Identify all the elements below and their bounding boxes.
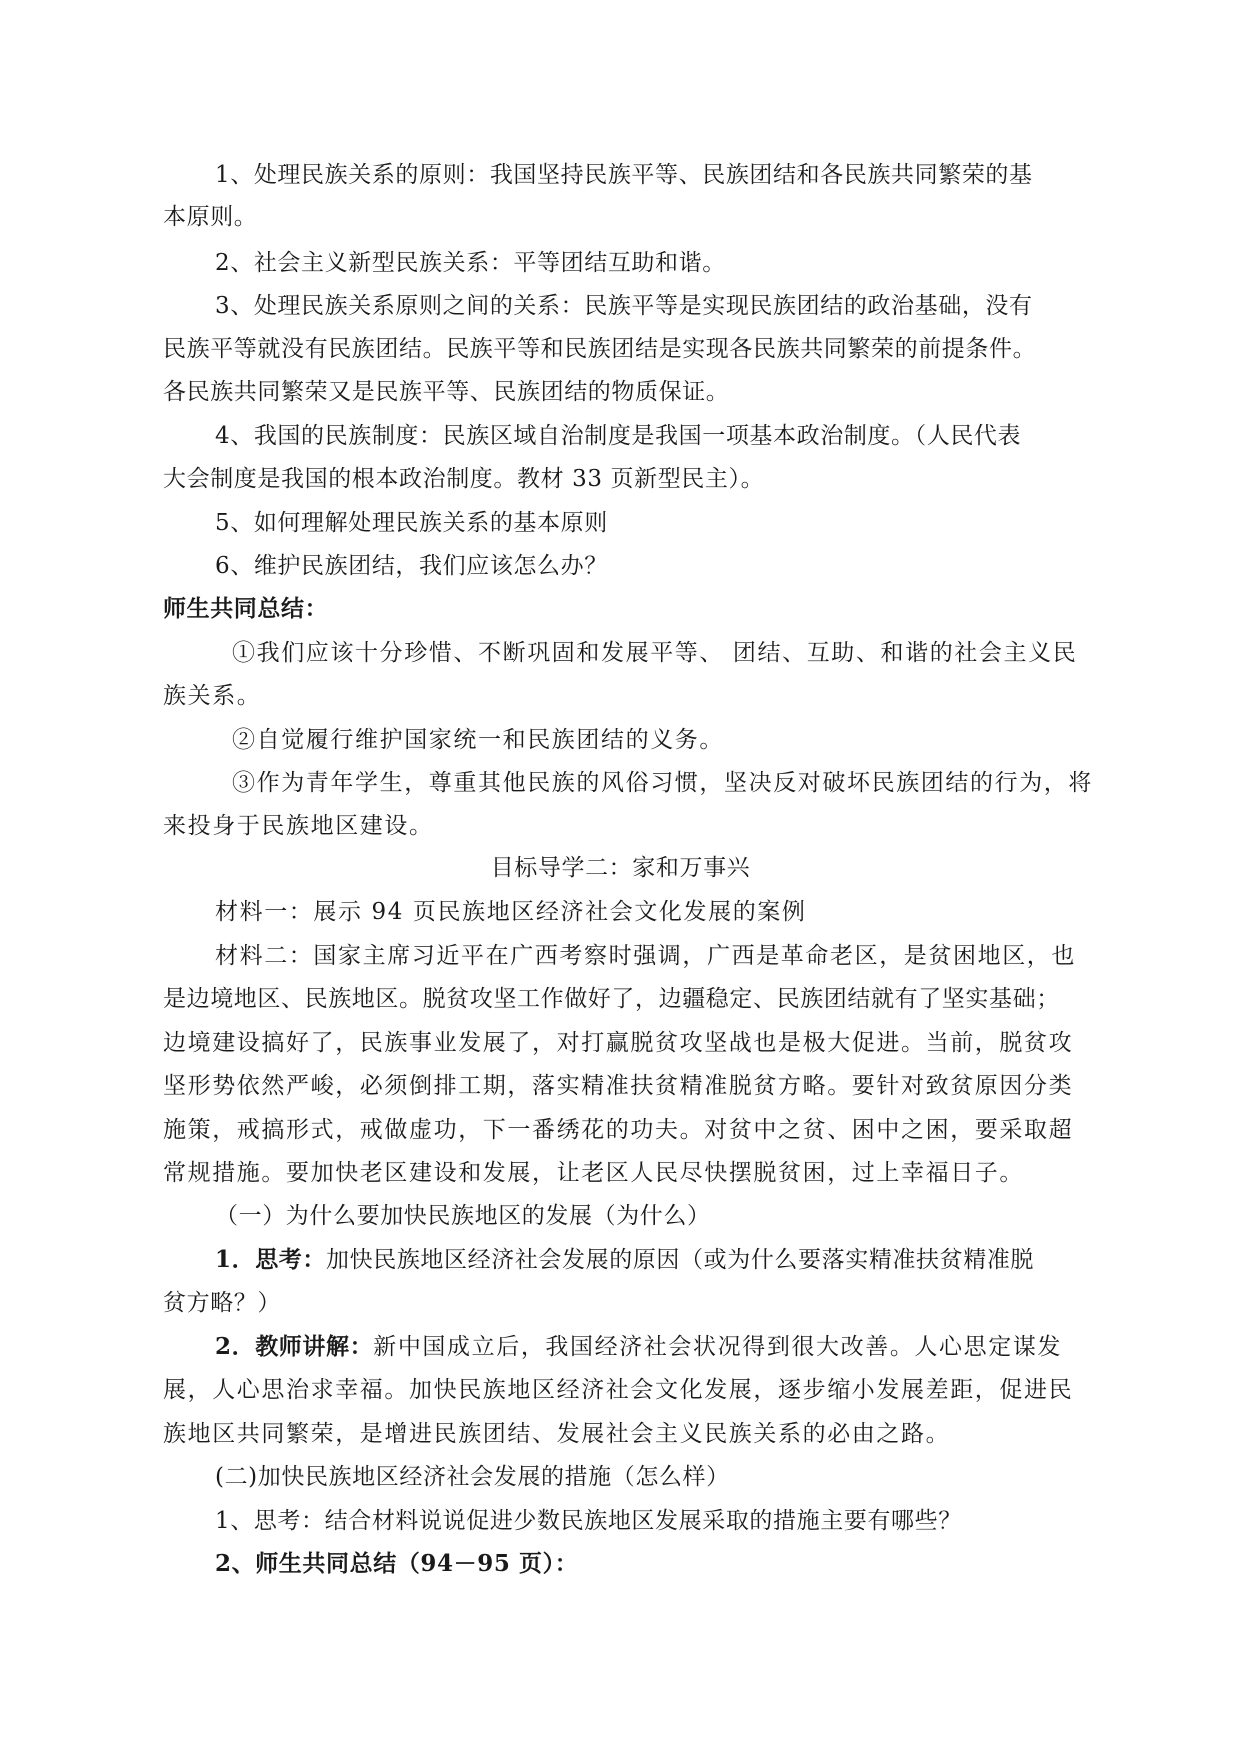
paragraph-3-line-3: 各民族共同繁荣又是民族平等、民族团结的物质保证。 xyxy=(163,379,730,405)
heading-how: (二)加快民族地区经济社会发展的措施（怎么样） xyxy=(215,1464,730,1490)
question-2: 2、师生共同总结（94－95 页）： xyxy=(215,1550,579,1577)
section-title: 目标导学二：家和万事兴 xyxy=(490,855,751,881)
material-2-line-6: 常规措施。要加快老区建设和发展，让老区人民尽快摆脱贫困，过上幸福日子。 xyxy=(163,1160,1024,1186)
paragraph-3-line-1: 3、处理民族关系原则之间的关系：民族平等是实现民族团结的政治基础，没有 xyxy=(215,293,1033,319)
material-2-line-5: 施策，戒搞形式，戒做虚功，下一番绣花的功夫。对贫中之贫、困中之困，要采取超 xyxy=(163,1117,1074,1143)
paragraph-4-line-1: 4、我国的民族制度：民族区域自治制度是我国一项基本政治制度。（人民代表 xyxy=(215,423,1022,449)
paragraph-1-line-2: 本原则。 xyxy=(163,204,258,230)
paragraph-2: 2、社会主义新型民族关系：平等团结互助和谐。 xyxy=(215,250,726,276)
paragraph-6: 6、维护民族团结，我们应该怎么办？ xyxy=(215,553,608,579)
teacher-explain-label: 2．教师讲解： xyxy=(215,1333,374,1360)
question-1: 1、思考：结合材料说说促进少数民族地区发展采取的措施主要有哪些？ xyxy=(215,1508,962,1534)
think-1-line-1 xyxy=(215,1244,1034,1276)
think-1-line-2: 贫方略？） xyxy=(163,1290,281,1316)
think-1-text: 加快民族地区经济社会发展的原因（或为什么要落实精准扶贫精准脱 xyxy=(326,1247,1035,1273)
material-2-line-3: 边境建设搞好了，民族事业发展了，对打赢脱贫攻坚战也是极大促进。当前，脱贫攻 xyxy=(163,1030,1074,1056)
material-2-line-2: 是边境地区、民族地区。脱贫攻坚工作做好了，边疆稳定、民族团结就有了坚实基础； xyxy=(163,986,1060,1012)
summary-item-2: ②自觉履行维护国家统一和民族团结的义务。 xyxy=(232,727,724,753)
think-1-label: 1．思考： xyxy=(215,1246,327,1273)
summary-item-3-line-2: 来投身于民族地区建设。 xyxy=(163,813,434,839)
summary-item-3-line-1: ③作为青年学生，尊重其他民族的风俗习惯，坚决反对破坏民族团结的行为，将 xyxy=(232,770,1093,796)
material-2-line-1: 材料二：国家主席习近平在广西考察时强调，广西是革命老区，是贫困地区，也 xyxy=(215,943,1076,969)
heading-why: （一）为什么要加快民族地区的发展（为什么） xyxy=(215,1203,711,1229)
material-2-line-4: 坚形势依然严峻，必须倒排工期，落实精准扶贫精准脱贫方略。要针对致贫原因分类 xyxy=(163,1073,1074,1099)
paragraph-5: 5、如何理解处理民族关系的基本原则 xyxy=(215,510,608,536)
teacher-explain-line-1 xyxy=(215,1331,1062,1363)
teacher-explain-line-2: 展，人心思治求幸福。加快民族地区经济社会文化发展，逐步缩小发展差距，促进民 xyxy=(163,1377,1074,1403)
summary-label: 师生共同总结： xyxy=(163,595,329,622)
paragraph-4-line-2: 大会制度是我国的根本政治制度。教材 33 页新型民主）。 xyxy=(163,466,765,492)
paragraph-1-line-1: 1、处理民族关系的原则：我国坚持民族平等、民族团结和各民族共同繁荣的基 xyxy=(215,162,1033,188)
material-1: 材料一：展示 94 页民族地区经济社会文化发展的案例 xyxy=(215,899,807,925)
summary-item-1-line-2: 族关系。 xyxy=(163,683,262,709)
teacher-explain-text: 新中国成立后，我国经济社会状况得到很大改善。人心思定谋发 xyxy=(373,1334,1063,1360)
summary-item-1-line-1: ①我们应该十分珍惜、不断巩固和发展平等、 团结、互助、和谐的社会主义民 xyxy=(232,640,1078,666)
teacher-explain-line-3: 族地区共同繁荣，是增进民族团结、发展社会主义民族关系的必由之路。 xyxy=(163,1421,951,1447)
paragraph-3-line-2: 民族平等就没有民族团结。民族平等和民族团结是实现各民族共同繁荣的前提条件。 xyxy=(163,336,1037,362)
